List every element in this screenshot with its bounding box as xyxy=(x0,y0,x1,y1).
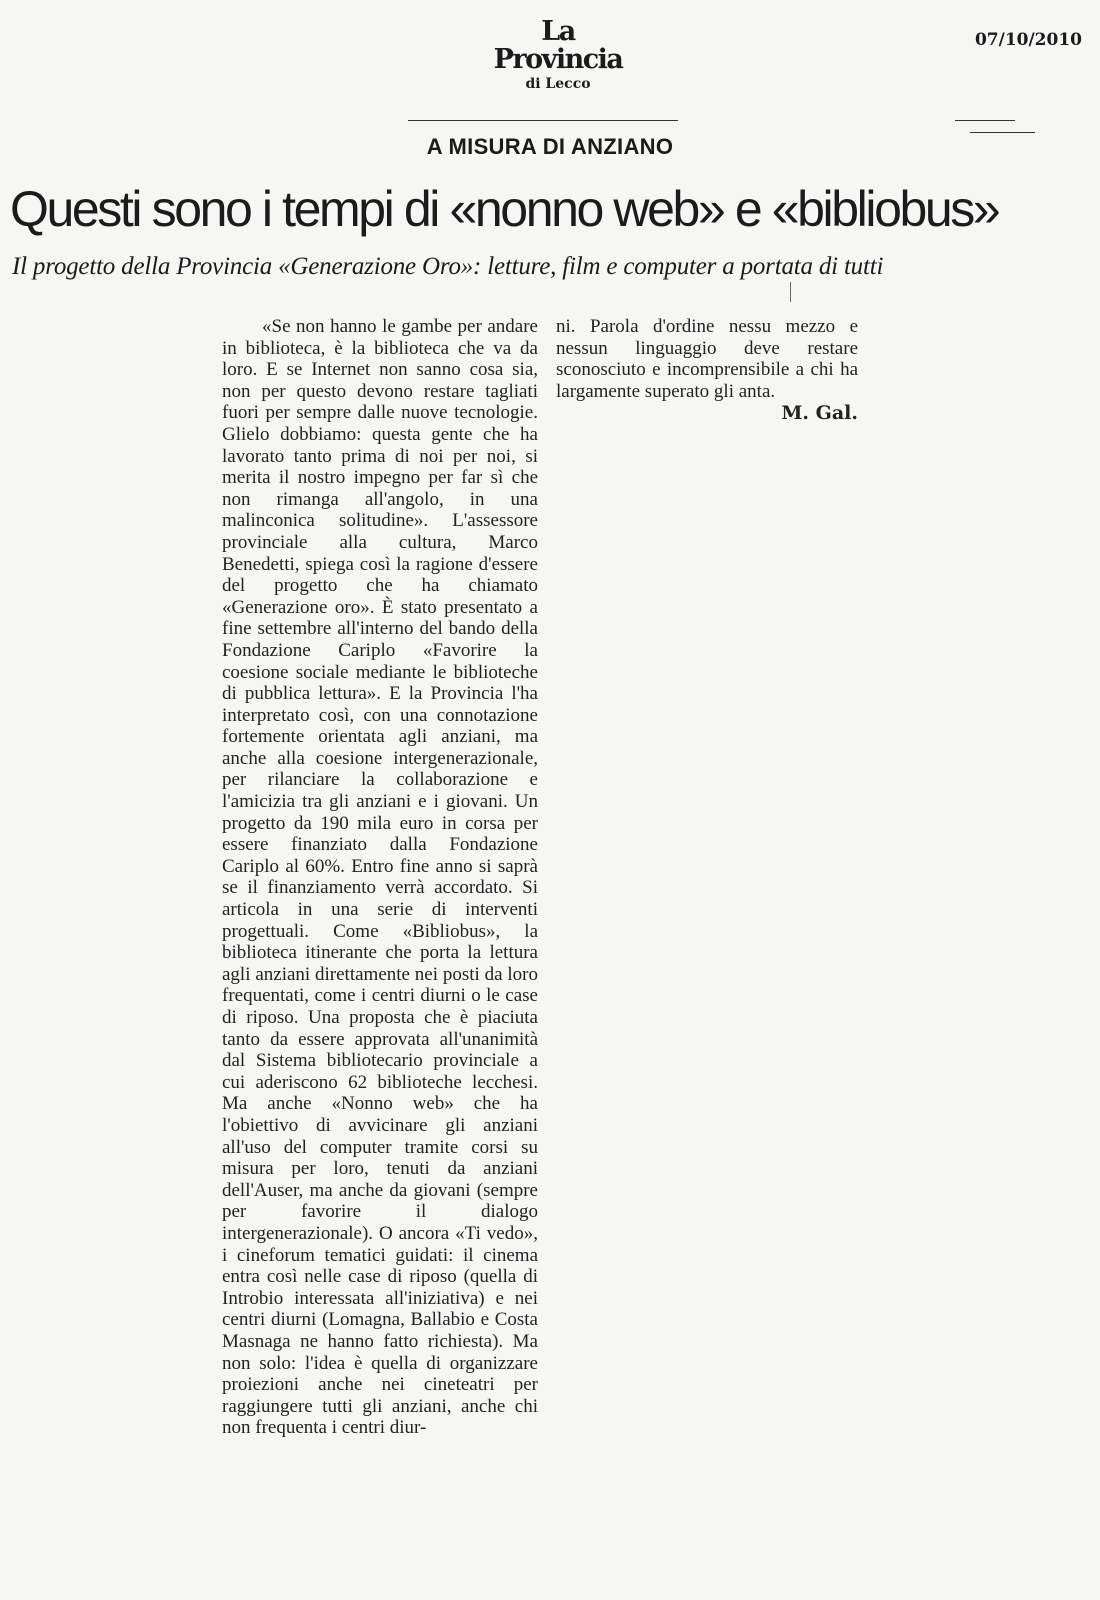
newspaper-edition: di Lecco xyxy=(525,76,591,92)
article-subhead: Il progetto della Provincia «Generazione Oro»: letture, film e computer a portata di tutti xyxy=(12,253,884,280)
publication-date: 07/10/2010 xyxy=(974,30,1082,50)
article-kicker: A MISURA DI ANZIANO xyxy=(426,134,674,159)
margin-rule xyxy=(970,132,1035,133)
article-headline: Questi sono i tempi di «nonno web» e «bibliobus» xyxy=(10,181,999,237)
scan-mark xyxy=(790,282,791,302)
margin-rule xyxy=(955,120,1015,121)
newspaper-name: La Provincia xyxy=(493,16,623,75)
header-rule xyxy=(408,120,678,121)
article-column-1 xyxy=(222,316,538,1439)
author-byline: M. Gal. xyxy=(781,402,858,425)
article-body-continuation: ni. Parola d'ordine nessu mezzo e nessun linguaggio deve restare sconosciuto e incomprensibile a chi ha largamente superato gli anta. xyxy=(556,316,858,402)
article-body-text: «Se non hanno le gambe per andare in biblioteca, è la biblioteca che va da loro. E se Internet non sanno cosa sia, non per questo devono restare tagliati fuori per sempre dalle nuove tecnologie. Glielo dobbiamo: questa gente che ha lavorato tanto prima di noi per noi, si merita il nostro impegno per far sì che non rimanga all'angolo, in una malinconica solitudine». L'assessore provinciale alla cultura, Marco Benedetti, spiega così la ragione d'essere del progetto che ha chiamato «Generazione oro». È stato presentato a fine settembre all'interno del bando della Fondazione Cariplo «Favorire la coesione sociale mediante le biblioteche di pubblica lettura». E la Provincia l'ha interpretato così, con una connotazione fortemente orientata agli anziani, ma anche alla coesione intergenerazionale, per rilanciare la collaborazione e l'amicizia tra gli anziani e i giovani. Un progetto da 190 mila euro in corsa per essere finanziato dalla Fondazione Cariplo al 60%. Entro fine anno si saprà se il finanziamento verrà accordato. Si articola in una serie di interventi progettuali. Come «Bibliobus», la biblioteca itinerante che porta la lettura agli anziani direttamente nei posti da loro frequentati, come i centri diurni o le case di riposo. Una proposta che è piaciuta tanto da essere approvata all'unanimità dal Sistema bibliotecario provinciale a cui aderiscono 62 biblioteche lecchesi. Ma anche «Nonno web» che ha l'obiettivo di avvicinare gli anziani all'uso del computer tramite corsi su misura per loro, tenuti da anziani dell'Auser, ma anche da giovani (sempre per favorire il dialogo intergenerazionale). O ancora «Ti vedo», i cineforum tematici guidati: il cinema entra così nelle case di riposo (quella di Introbio interessata all'iniziativa) e nei centri diurni (Lomagna, Ballabio e Costa Masnaga ne hanno fatto richiesta). Ma non solo: l'idea è quella di organizzare proiezioni anche nei cineteatri per raggiungere tutti gli anziani, anche chi non frequenta i centri diur- xyxy=(222,316,538,1439)
newspaper-masthead xyxy=(478,18,638,92)
article-column-2 xyxy=(556,316,858,425)
